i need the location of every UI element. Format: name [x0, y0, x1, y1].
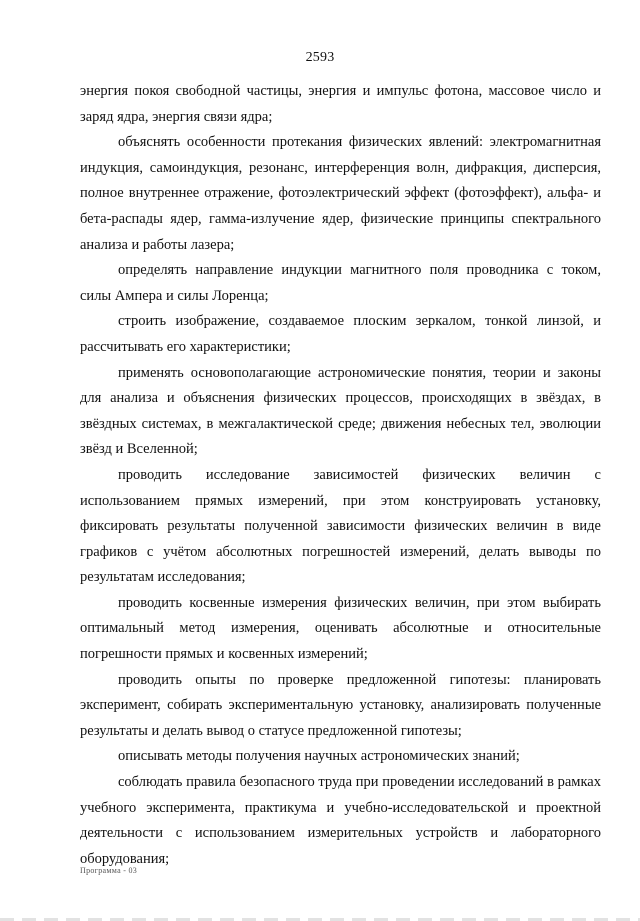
paragraph: проводить опыты по проверке предложенной гипотезы: планировать эксперимент, собирать экспериментальную установку, анализировать полученные результаты и делать вывод о статусе предложенной гипотезы;	[80, 671, 601, 739]
paragraph: определять направление индукции магнитного поля проводника с током, силы Ампера и силы Лоренца;	[80, 262, 601, 304]
paragraph: описывать методы получения научных астрономических знаний;	[118, 748, 520, 765]
paragraph: объяснять особенности протекания физических явлений: электромагнитная индукция, самоиндукция, резонанс, интерференция волн, дифракция, дисперсия, полное внутреннее отражение, фотоэлектрический эффект (фотоэффект), альфа- и бета-распады ядер, гамма-излучение ядер, физические принципы спектрального анализа и работы лазера;	[80, 134, 601, 253]
paragraph: соблюдать правила безопасного труда при проведении исследований в рамках учебного эксперимента, практикума и учебно-исследовательской и проектной деятельности с использованием измерительных устройств и лабораторного оборудования;	[80, 774, 601, 867]
page-number: 2593	[305, 50, 335, 65]
footer-text: Программа - 03	[80, 866, 138, 875]
paragraph: проводить исследование зависимостей физических величин с использованием прямых измерений, при этом конструировать установку, фиксировать результаты полученной зависимости физических величин в виде графиков с учётом абсолютных погрешностей измерений, делать выводы по результатам исследования;	[80, 466, 601, 586]
paragraph: энергия покоя свободной частицы, энергия и импульс фотона, массовое число и заряд ядра, энергия связи ядра;	[80, 83, 601, 125]
paragraph: строить изображение, создаваемое плоским зеркалом, тонкой линзой, и рассчитывать его характеристики;	[80, 313, 601, 355]
paragraph: применять основополагающие астрономические понятия, теории и законы для анализа и объяснения физических процессов, происходящих в звёздах, в звёздных системах, в межгалактической среде; движения небесных тел, эволюции звёзд и Вселенной;	[80, 364, 601, 458]
body-text	[80, 79, 601, 872]
paragraph: проводить косвенные измерения физических величин, при этом выбирать оптимальный метод измерения, оценивать абсолютные и относительные погрешности прямых и косвенных измерений;	[80, 594, 601, 663]
